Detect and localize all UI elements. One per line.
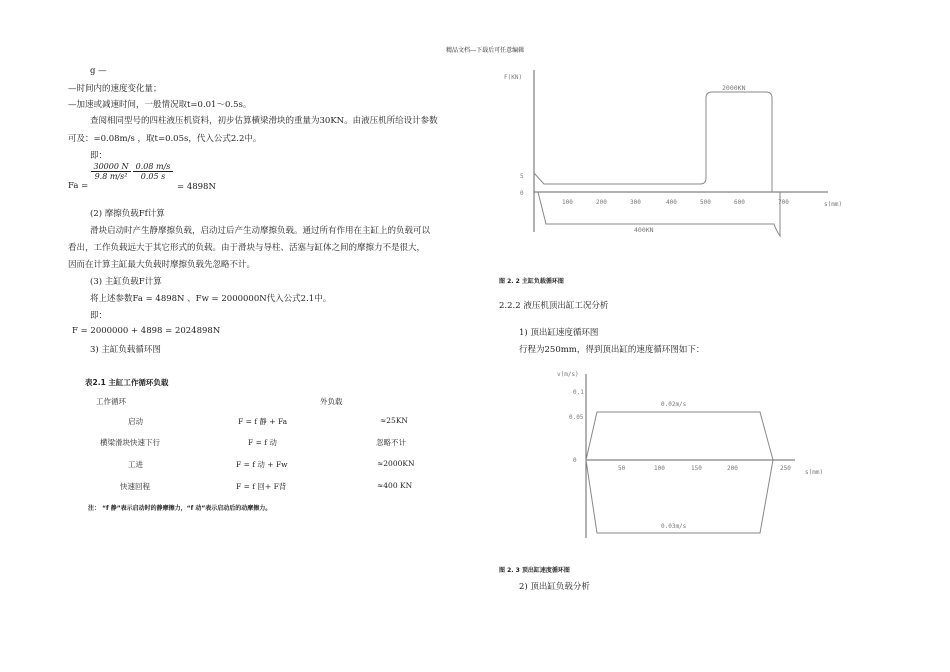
formula-fraction-2: [133, 162, 173, 181]
y-axis-label: v(m/s): [557, 371, 579, 378]
section-heading: 3) 主缸负载循环图: [90, 345, 161, 355]
paragraph-line: 将上述参数Fa = 4898N 、Fw = 2000000N代入公式2.1中。: [90, 294, 332, 304]
table-cell: 快速回程: [120, 482, 150, 491]
x-tick-label: 400: [666, 199, 677, 206]
y-tick-label: 0: [520, 190, 524, 197]
figure-caption: 图 2. 2 主缸负载循环图: [499, 278, 564, 285]
section-title: 2.2.2 液压机顶出缸工况分析: [499, 301, 609, 311]
subsection-title: 2) 顶出缸负载分析: [519, 582, 590, 592]
table-cell: ≈400 KN: [377, 481, 413, 490]
section-heading: (2) 摩擦负载Ff计算: [90, 209, 165, 219]
annotation-lower-velocity: 0.03m/s: [661, 523, 687, 530]
paragraph-line: 行程为250mm，得到顶出缸的速度循环图如下：: [519, 345, 705, 355]
y-tick-label: 0: [573, 457, 577, 464]
table-cell: 忽略不计: [376, 438, 406, 447]
x-tick-label: 50: [618, 465, 626, 472]
paragraph-line: 因而在计算主缸最大负载时摩擦负载先忽略不计。: [68, 260, 256, 270]
x-tick-label: 200: [727, 465, 738, 472]
paragraph-line: 可及：=0.08m/s ，取t=0.05s，代入公式2.2中。: [68, 134, 262, 144]
x-tick-label: 150: [691, 465, 702, 472]
paragraph-line: 查阅相同型号的四柱液压机资料，初步估算横梁滑块的重量为30KN。由液压机所给设计参数: [90, 116, 438, 126]
ji-label: 即：: [90, 311, 108, 321]
x-axis-label: s(mm): [805, 469, 824, 476]
formula-fraction-1: [91, 162, 131, 181]
y-tick-label: 0.1: [573, 389, 584, 396]
table-cell: F = f 静 + Fa: [238, 417, 288, 426]
x-tick-label: 100: [654, 465, 665, 472]
table-cell: 横梁滑块快速下行: [100, 438, 160, 447]
x-tick-label: 500: [700, 199, 711, 206]
ji-label: 即：: [90, 151, 108, 161]
paragraph-line: —时间内的速度变化量；: [68, 84, 162, 94]
table-cell: F = f 动: [248, 438, 277, 447]
table-caption: 表2.1 主缸工作循环负载: [85, 378, 169, 387]
table-cell: 启动: [128, 417, 143, 426]
x-tick-label: 250: [780, 465, 791, 472]
table-cell: F = f 动 + Fw: [236, 460, 288, 469]
load-cycle-chart: [504, 64, 850, 254]
load-series-upper: [534, 92, 772, 192]
fa-label: Fa =: [68, 181, 89, 191]
table-cell: F = f 回+ F背: [236, 482, 287, 491]
g-line: g —: [90, 66, 107, 76]
annotation-upper-velocity: 0.02m/s: [661, 401, 687, 408]
fraction-numerator: 0.08 m/s: [135, 162, 171, 171]
table-cell: 工进: [128, 460, 143, 469]
annotation-2000kn: 2000KN: [722, 84, 746, 92]
x-axis-label: s(mm): [824, 201, 843, 208]
paragraph-line: 看出，工作负载远大于其它形式的负载。由于滑块与导柱、活塞与缸体之间的摩擦力不是很大，: [68, 243, 426, 253]
table-header: 工作循环: [96, 397, 126, 406]
paragraph-line: —加速或减速时间，一般情况取t=0.01～0.5s。: [68, 100, 252, 110]
figure-caption: 图 2. 3 顶出缸速度循环图: [499, 567, 570, 574]
f-equation: F = 2000000 + 4898 = 2024898N: [72, 326, 221, 336]
subsection-title: 1) 顶出缸速度循环图: [519, 328, 599, 338]
table-cell: ≈2000KN: [377, 459, 415, 468]
x-tick-label: 100: [562, 199, 573, 206]
table-note: 注： “f 静”表示启动时的静摩擦力，“f 动”表示启动后的动摩擦力。: [88, 505, 272, 512]
section-heading: (3) 主缸负载F计算: [90, 277, 162, 287]
fa-result: = 4898N: [177, 182, 216, 192]
x-tick-label: 700: [778, 199, 789, 206]
paragraph-line: 滑块启动时产生静摩擦负载，启动过后产生动摩擦负载。通过所有作用在主缸上的负载可以: [90, 226, 431, 236]
x-tick-label: 600: [734, 199, 745, 206]
y-axis-label: F(KN): [504, 74, 523, 81]
table-cell: ≈25KN: [380, 416, 408, 425]
x-tick-label: 300: [630, 199, 641, 206]
x-tick-label: 200: [596, 199, 607, 206]
y-tick-label: 5: [520, 173, 524, 180]
fraction-denominator: 9.8 m/s²: [91, 171, 131, 181]
y-tick-label: 0.05: [569, 414, 584, 421]
page-header: 精品文档---下载后可任意编辑: [446, 47, 525, 54]
fraction-numerator: 30000 N: [93, 162, 129, 171]
fraction-denominator: 0.05 s: [133, 171, 173, 181]
velocity-cycle-chart: [555, 368, 824, 543]
table-header: 外负载: [320, 397, 343, 406]
annotation-400kn: 400KN: [634, 226, 654, 234]
velocity-series-upper: [586, 412, 773, 460]
